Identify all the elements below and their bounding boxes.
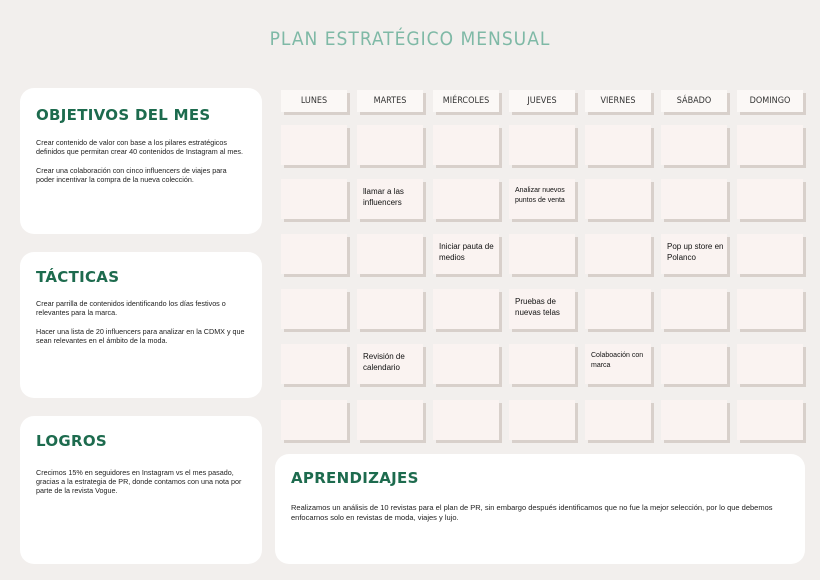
calendar-cell[interactable] — [661, 400, 727, 440]
calendar-cell[interactable] — [357, 234, 423, 274]
achievements-heading: LOGROS — [36, 432, 107, 450]
calendar-cell[interactable] — [433, 179, 499, 219]
calendar-cell[interactable] — [357, 289, 423, 329]
calendar-event: Revisión de calendario — [363, 352, 405, 372]
calendar-cell[interactable] — [661, 125, 727, 165]
objectives-text-2: Crear una colaboración con cinco influencers de viajes para poder incentivar la compra de la nueva colección. — [36, 166, 227, 184]
calendar-event: Colaboación con marca — [591, 352, 644, 369]
calendar-cell[interactable] — [661, 179, 727, 219]
tactics-text-1: Crear parrilla de contenidos identificando los días festivos o relevantes para la marca. — [36, 299, 226, 317]
calendar-cell[interactable] — [509, 125, 575, 165]
learnings-text: Realizamos un análisis de 10 revistas para el plan de PR, sin embargo después identificamos que no fue la mejor selección, por lo que debemos enfocarnos solo en revistas de moda, viajes y lujo. — [291, 503, 773, 522]
day-header-sabado: SÁBADO — [661, 90, 727, 112]
calendar-cell[interactable] — [509, 234, 575, 274]
day-header-lunes: LUNES — [281, 90, 347, 112]
calendar-cell[interactable] — [585, 179, 651, 219]
learnings-heading: APRENDIZAJES — [291, 469, 419, 487]
achievements-card — [20, 416, 262, 564]
calendar-cell[interactable] — [357, 125, 423, 165]
calendar-cell[interactable] — [661, 234, 727, 274]
day-header-jueves: JUEVES — [509, 90, 575, 112]
calendar-event: Analizar nuevos puntos de venta — [515, 187, 565, 204]
calendar-cell[interactable] — [509, 289, 575, 329]
calendar-cell[interactable] — [737, 234, 803, 274]
objectives-card — [20, 88, 262, 234]
calendar-cell[interactable] — [357, 400, 423, 440]
calendar-cell[interactable] — [585, 234, 651, 274]
calendar-cell[interactable] — [433, 125, 499, 165]
day-header-domingo: DOMINGO — [737, 90, 803, 112]
calendar-cell[interactable] — [281, 289, 347, 329]
calendar-event: llamar a las influencers — [363, 187, 404, 207]
calendar-cell[interactable] — [737, 400, 803, 440]
calendar-cell[interactable] — [737, 125, 803, 165]
calendar-cell[interactable] — [585, 400, 651, 440]
calendar-cell[interactable] — [509, 400, 575, 440]
calendar-cell[interactable] — [281, 400, 347, 440]
learnings-card — [275, 454, 805, 564]
calendar-event: Pruebas de nuevas telas — [515, 297, 560, 317]
calendar-cell[interactable] — [737, 179, 803, 219]
page-title: PLAN ESTRATÉGICO MENSUAL — [269, 28, 551, 50]
calendar-event: Iniciar pauta de medios — [439, 242, 494, 262]
calendar-cell[interactable] — [585, 344, 651, 384]
tactics-card — [20, 252, 262, 398]
calendar-cell[interactable] — [433, 400, 499, 440]
tactics-heading: TÁCTICAS — [36, 268, 120, 286]
calendar-cell[interactable] — [357, 344, 423, 384]
calendar-event: Pop up store en Polanco — [667, 242, 724, 262]
calendar-cell[interactable] — [509, 179, 575, 219]
calendar-cell[interactable] — [281, 344, 347, 384]
calendar-cell[interactable] — [585, 125, 651, 165]
tactics-text-2: Hacer una lista de 20 influencers para analizar en la CDMX y que sean relevantes en el ámbito de la moda. — [36, 327, 245, 345]
calendar-cell[interactable] — [737, 344, 803, 384]
objectives-heading: OBJETIVOS DEL MES — [36, 106, 211, 124]
achievements-text: Crecimos 15% en seguidores en Instagram vs el mes pasado, gracias a la estrategia de PR, donde contamos con una nota por parte de la revista Vogue. — [36, 468, 242, 495]
objectives-text-1: Crear contenido de valor con base a los pilares estratégicos definidos que permitan crear 40 contenidos de Instagram al mes. — [36, 138, 243, 156]
calendar-cell[interactable] — [661, 344, 727, 384]
calendar-cell[interactable] — [433, 234, 499, 274]
calendar-cell[interactable] — [585, 289, 651, 329]
calendar-cell[interactable] — [281, 125, 347, 165]
calendar-cell[interactable] — [737, 289, 803, 329]
calendar-cell[interactable] — [661, 289, 727, 329]
calendar-cell[interactable] — [509, 344, 575, 384]
day-header-viernes: VIERNES — [585, 90, 651, 112]
calendar-cell[interactable] — [357, 179, 423, 219]
day-header-martes: MARTES — [357, 90, 423, 112]
calendar-cell[interactable] — [433, 289, 499, 329]
calendar-cell[interactable] — [433, 344, 499, 384]
day-header-miercoles: MIÉRCOLES — [433, 90, 499, 112]
calendar-cell[interactable] — [281, 179, 347, 219]
calendar-cell[interactable] — [281, 234, 347, 274]
